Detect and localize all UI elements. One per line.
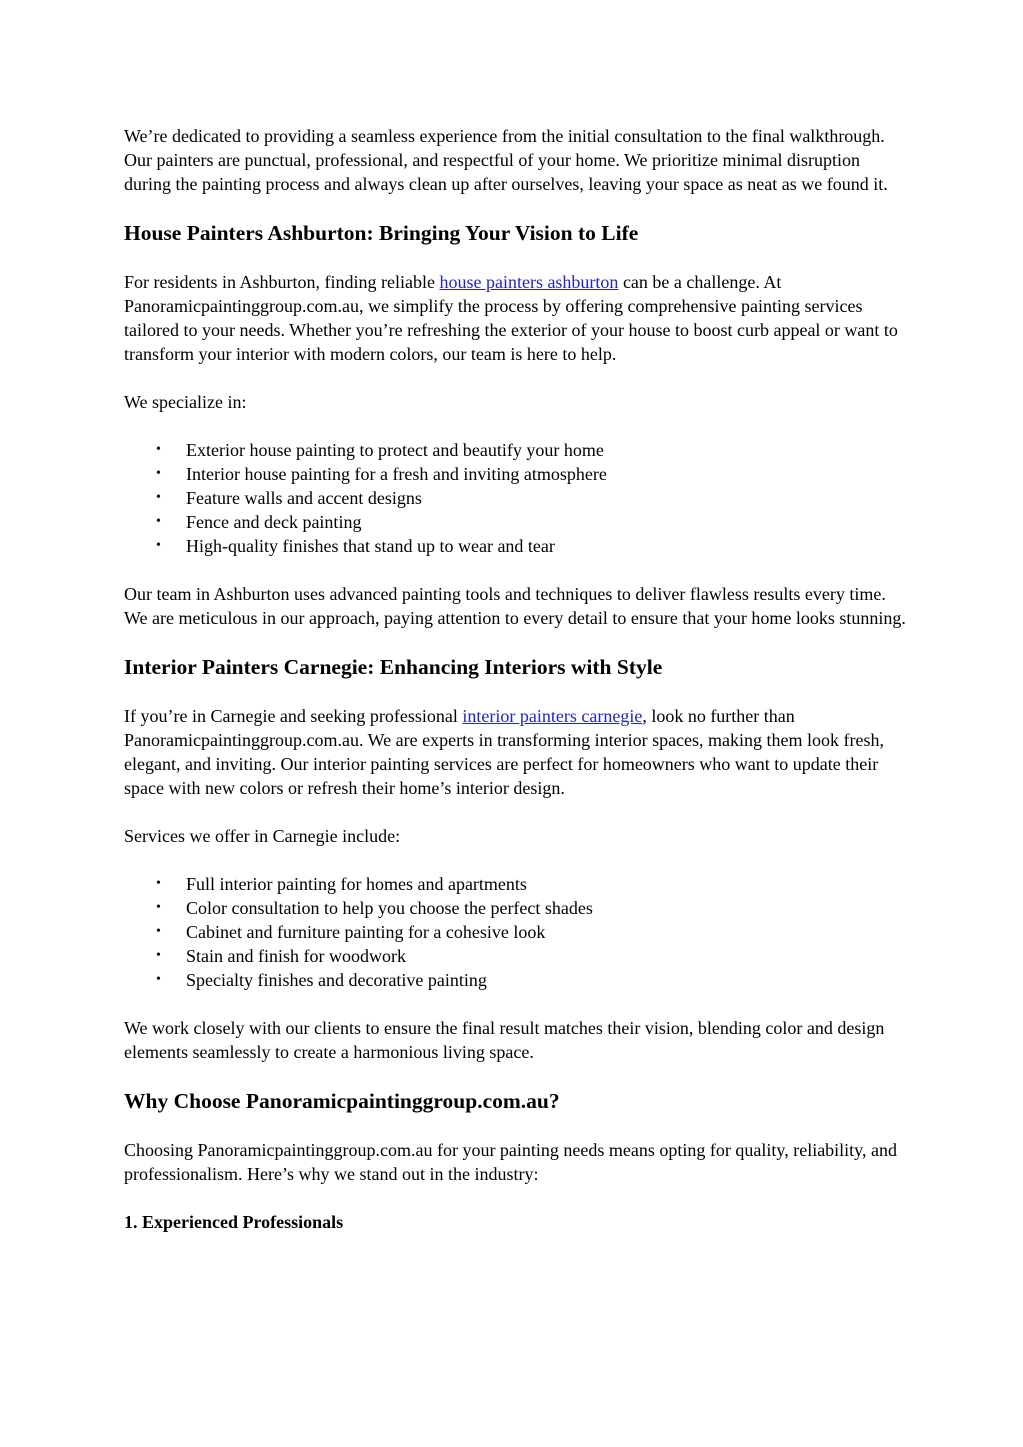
list-item [156, 968, 909, 992]
ashburton-closing-paragraph: Our team in Ashburton uses advanced painting tools and techniques to deliver flawless results every time. We are meticulous in our approach, paying attention to every detail to ensure that your home looks stunning. [124, 584, 906, 628]
carnegie-closing-paragraph: We work closely with our clients to ensure the final result matches their vision, blending color and design elements seamlessly to create a harmonious living space. [124, 1018, 885, 1062]
interior-painters-carnegie-link[interactable]: interior painters carnegie [462, 706, 643, 726]
list-item [156, 872, 909, 896]
list-item [156, 462, 909, 486]
list-item [156, 534, 909, 558]
list-item [156, 944, 909, 968]
list-item-text: High-quality finishes that stand up to wear and tear [186, 536, 555, 556]
list-item [156, 510, 909, 534]
bullet-icon: • [156, 900, 161, 915]
list-item-text: Cabinet and furniture painting for a cohesive look [186, 922, 546, 942]
list-item-text: Fence and deck painting [186, 512, 362, 532]
list-item-text: Exterior house painting to protect and beautify your home [186, 440, 604, 460]
intro-paragraph: We’re dedicated to providing a seamless experience from the initial consultation to the final walkthrough. Our painters are punctual, professional, and respectful of your home. We prioritize minimal disruption during the painting process and always clean up after ourselves, leaving your space as neat as we found it. [124, 126, 888, 194]
house-painters-ashburton-link[interactable]: house painters ashburton [439, 272, 619, 292]
section-heading-why-choose: Why Choose Panoramicpaintinggroup.com.au? [124, 1089, 560, 1113]
ashburton-list-intro: We specialize in: [124, 392, 247, 412]
subheading-experienced-professionals: 1. Experienced Professionals [124, 1212, 344, 1232]
bullet-icon: • [156, 876, 161, 891]
list-item [156, 920, 909, 944]
ashburton-paragraph [124, 270, 909, 366]
bullet-icon: • [156, 972, 161, 987]
list-item-text: Full interior painting for homes and apartments [186, 874, 527, 894]
section-heading-carnegie: Interior Painters Carnegie: Enhancing Interiors with Style [124, 655, 663, 679]
bullet-icon: • [156, 514, 161, 529]
bullet-icon: • [156, 538, 161, 553]
bullet-icon: • [156, 490, 161, 505]
carnegie-services-list [124, 872, 909, 992]
ashburton-services-list [124, 438, 909, 558]
list-item-text: Stain and finish for woodwork [186, 946, 406, 966]
bullet-icon: • [156, 924, 161, 939]
section-heading-ashburton: House Painters Ashburton: Bringing Your Vision to Life [124, 221, 639, 245]
carnegie-text-before-link: If you’re in Carnegie and seeking professional [124, 706, 463, 726]
list-item [156, 438, 909, 462]
ashburton-text-after-link: can be a challenge. At Panoramicpaintinggroup.com.au, we simplify the process by offering comprehensive painting services tailored to your needs. Whether you’re refreshing the exterior of your house to boost curb appeal or want to transform your interior with modern colors, our team is here to help. [124, 272, 898, 364]
why-choose-paragraph: Choosing Panoramicpaintinggroup.com.au for your painting needs means opting for quality, reliability, and professionalism. Here’s why we stand out in the industry: [124, 1140, 898, 1184]
bullet-icon: • [156, 466, 161, 481]
carnegie-paragraph [124, 704, 909, 800]
carnegie-text-after-link: , look no further than Panoramicpaintinggroup.com.au. We are experts in transforming interior spaces, making them look fresh, elegant, and inviting. Our interior painting services are perfect for homeowners who want to update their space with new colors or refresh their home’s interior design. [124, 706, 885, 798]
carnegie-list-intro: Services we offer in Carnegie include: [124, 826, 401, 846]
list-item-text: Specialty finishes and decorative painting [186, 970, 487, 990]
list-item-text: Color consultation to help you choose the perfect shades [186, 898, 593, 918]
ashburton-text-before-link: For residents in Ashburton, finding reliable [124, 272, 440, 292]
list-item [156, 896, 909, 920]
list-item-text: Feature walls and accent designs [186, 488, 422, 508]
list-item-text: Interior house painting for a fresh and inviting atmosphere [186, 464, 607, 484]
list-item [156, 486, 909, 510]
bullet-icon: • [156, 442, 161, 457]
bullet-icon: • [156, 948, 161, 963]
document-page [124, 124, 909, 1234]
